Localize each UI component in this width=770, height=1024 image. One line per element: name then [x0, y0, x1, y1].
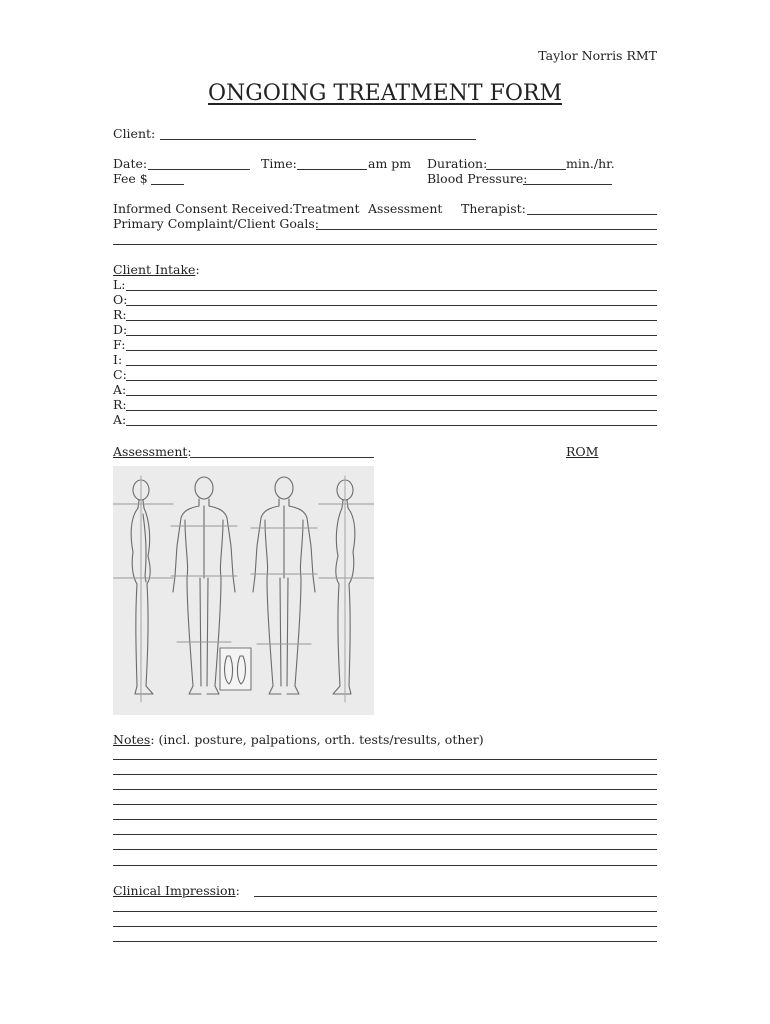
notes-line[interactable]: [113, 865, 657, 866]
intake-field-i[interactable]: [126, 365, 657, 366]
consent-assessment-option[interactable]: Assessment: [368, 201, 443, 216]
notes-line[interactable]: [113, 849, 657, 850]
body-chart-figure: [113, 466, 374, 715]
feet-soles-inset: [220, 648, 251, 690]
intake-letter-r-2: R:: [113, 397, 127, 412]
blood-pressure-field[interactable]: [523, 184, 612, 185]
rom-label: ROM: [566, 444, 599, 459]
intake-field-o[interactable]: [126, 305, 657, 306]
practitioner-name: Taylor Norris RMT: [538, 48, 657, 63]
client-intake-heading: Client Intake:: [113, 262, 200, 277]
clinical-impression-heading: Clinical Impression:: [113, 883, 240, 898]
intake-field-c[interactable]: [126, 380, 657, 381]
intake-letter-r: R:: [113, 307, 127, 322]
time-field[interactable]: [297, 169, 367, 170]
impression-line[interactable]: [113, 941, 657, 942]
intake-letter-f: F:: [113, 337, 126, 352]
body-side-view-right: [113, 476, 173, 702]
assessment-heading: Assessment:: [113, 444, 192, 459]
therapist-field[interactable]: [527, 214, 657, 215]
complaint-field[interactable]: [316, 229, 657, 230]
intake-letter-c: C:: [113, 367, 127, 382]
intake-letter-i: I:: [113, 352, 123, 367]
duration-label: Duration:: [427, 156, 488, 171]
therapist-label: Therapist:: [461, 201, 526, 216]
body-front-view: [251, 477, 317, 694]
body-side-view-left: [319, 476, 374, 702]
complaint-label: Primary Complaint/Client Goals:: [113, 216, 319, 231]
intake-field-l[interactable]: [126, 290, 657, 291]
notes-line[interactable]: [113, 789, 657, 790]
consent-treatment-option[interactable]: Treatment: [293, 201, 360, 216]
date-field[interactable]: [148, 169, 250, 170]
blood-pressure-label: Blood Pressure:: [427, 171, 528, 186]
consent-label: Informed Consent Received:: [113, 201, 294, 216]
intake-field-d[interactable]: [126, 335, 657, 336]
intake-letter-o: O:: [113, 292, 128, 307]
intake-field-a[interactable]: [126, 395, 657, 396]
impression-field[interactable]: [254, 896, 657, 897]
notes-heading: Notes: (incl. posture, palpations, orth. tests/results, other): [113, 732, 484, 747]
intake-letter-a-2: A:: [113, 412, 127, 427]
date-label: Date:: [113, 156, 148, 171]
time-label: Time:: [261, 156, 297, 171]
am-pm-option[interactable]: am pm: [368, 156, 412, 171]
intake-field-a-2[interactable]: [126, 425, 657, 426]
fee-label: Fee $: [113, 171, 148, 186]
page-title: ONGOING TREATMENT FORM: [208, 81, 562, 106]
impression-line[interactable]: [113, 926, 657, 927]
duration-field[interactable]: [486, 169, 566, 170]
client-label: Client:: [113, 126, 156, 141]
complaint-field-line-2[interactable]: [113, 244, 657, 245]
duration-unit: min./hr.: [566, 156, 615, 171]
intake-letter-a: A:: [113, 382, 127, 397]
intake-letter-l: L:: [113, 277, 126, 292]
intake-field-r-2[interactable]: [126, 410, 657, 411]
notes-line[interactable]: [113, 834, 657, 835]
fee-field[interactable]: [151, 184, 184, 185]
notes-line[interactable]: [113, 759, 657, 760]
client-field[interactable]: [160, 139, 476, 140]
notes-line[interactable]: [113, 774, 657, 775]
notes-line[interactable]: [113, 804, 657, 805]
assessment-field[interactable]: [190, 457, 374, 458]
impression-line[interactable]: [113, 911, 657, 912]
notes-line[interactable]: [113, 819, 657, 820]
intake-field-f[interactable]: [126, 350, 657, 351]
intake-field-r[interactable]: [126, 320, 657, 321]
intake-letter-d: D:: [113, 322, 128, 337]
